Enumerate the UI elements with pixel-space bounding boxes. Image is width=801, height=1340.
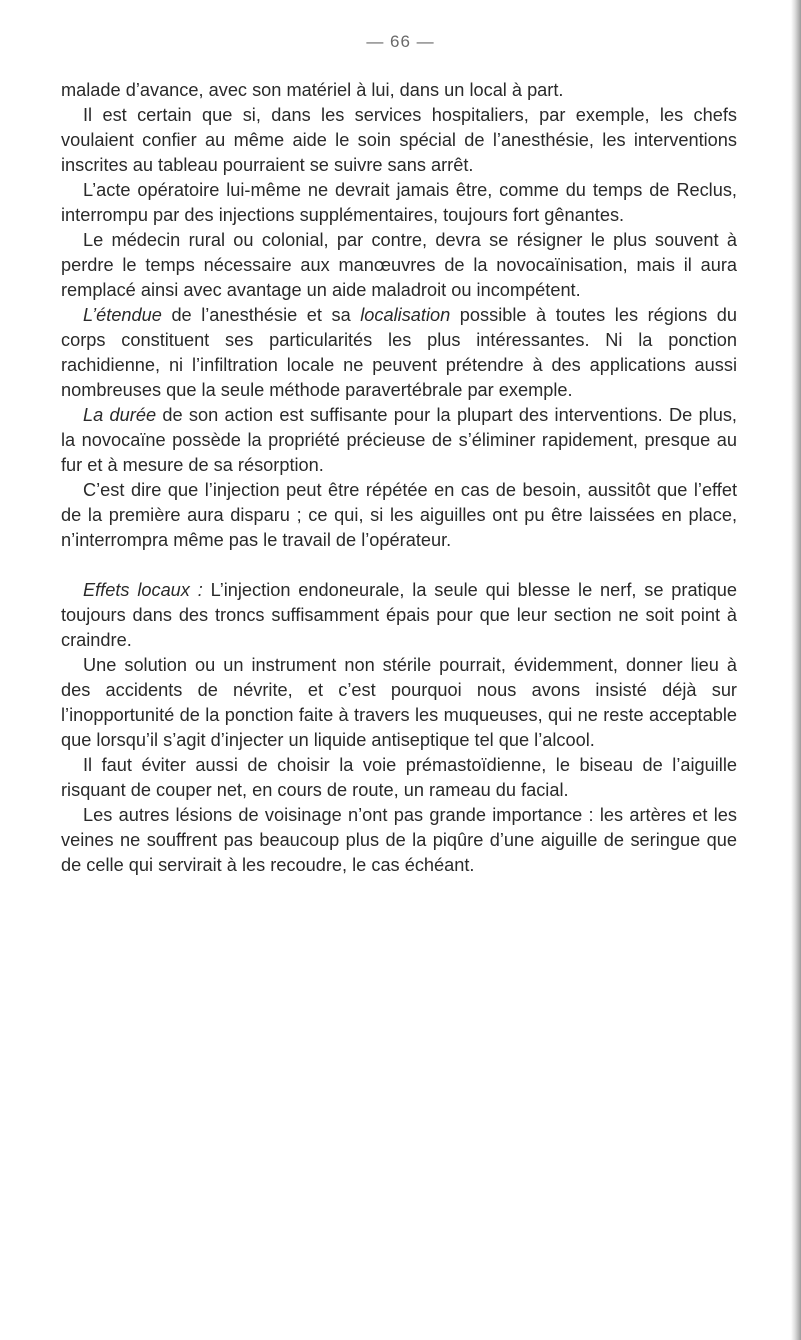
page-number: — 66 — xyxy=(366,32,435,51)
paragraph-6: La durée de son action est suffisante pour la plupart des interventions. De plus, la novocaïne possède la propriété précieuse de s’éliminer rapidement, presque au fur et à mesure de sa résorption. xyxy=(61,405,737,475)
paragraph-3: L’acte opératoire lui-même ne devrait jamais être, comme du temps de Reclus, interrompu par des injections supplémentaires, toujours fort gênantes. xyxy=(61,180,737,225)
paragraph-1: malade d’avance, avec son matériel à lui, dans un local à part. xyxy=(61,80,564,100)
body-text xyxy=(61,78,737,878)
paragraph-7: C’est dire que l’injection peut être répétée en cas de besoin, aussitôt que l’effet de la première aura disparu ; ce qui, si les aiguilles ont pu être laissées en place, n’interrompra même pas le travail de l’opérateur. xyxy=(61,480,737,550)
term-etendue: L’étendue xyxy=(83,305,162,325)
page-edge-shadow xyxy=(791,0,801,1340)
paragraph-5: L’étendue de l’anesthésie et sa localisation possible à toutes les régions du corps constituent ses particularités les plus intéressantes. Ni la ponction rachidienne, ni l’infiltration locale ne peuvent prétendre à des applications aussi nombreuses que la seule méthode paravertébrale par exemple. xyxy=(61,305,737,400)
paragraph-11: Les autres lésions de voisinage n’ont pas grande importance : les artères et les veines ne souffrent pas beaucoup plus de la piqûre d’une aiguille de seringue que de celle qui servirait à les recoudre, le cas échéant. xyxy=(61,805,737,875)
heading-effets-locaux: Effets locaux : xyxy=(83,580,203,600)
paragraph-10: Il faut éviter aussi de choisir la voie prémastoïdienne, le biseau de l’aiguille risquant de couper net, en cours de route, un rameau du facial. xyxy=(61,755,737,800)
paragraph-4: Le médecin rural ou colonial, par contre, devra se résigner le plus souvent à perdre le temps nécessaire aux manœuvres de la novocaïnisation, mais il aura remplacé ainsi avec avantage un aide maladroit ou incompétent. xyxy=(61,230,737,300)
paragraph-9: Une solution ou un instrument non stérile pourrait, évidemment, donner lieu à des accidents de névrite, et c’est pourquoi nous avons insisté déjà sur l’inopportunité de la ponction faite à travers les muqueuses, qui ne reste acceptable que lorsqu’il s’agit d’injecter un liquide antiseptique tel que l’alcool. xyxy=(61,655,737,750)
term-localisation: localisation xyxy=(360,305,451,325)
term-duree: La durée xyxy=(83,405,157,425)
paragraph-8: Effets locaux : L’injection endoneurale, la seule qui blesse le nerf, se pratique toujours dans des troncs suffisamment épais pour que leur section ne soit point à craindre. xyxy=(61,580,737,650)
paragraph-2: Il est certain que si, dans les services hospitaliers, par exemple, les chefs voulaient confier au même aide le soin spécial de l’anesthésie, les interventions inscrites au tableau pourraient se suivre sans arrêt. xyxy=(61,105,737,175)
